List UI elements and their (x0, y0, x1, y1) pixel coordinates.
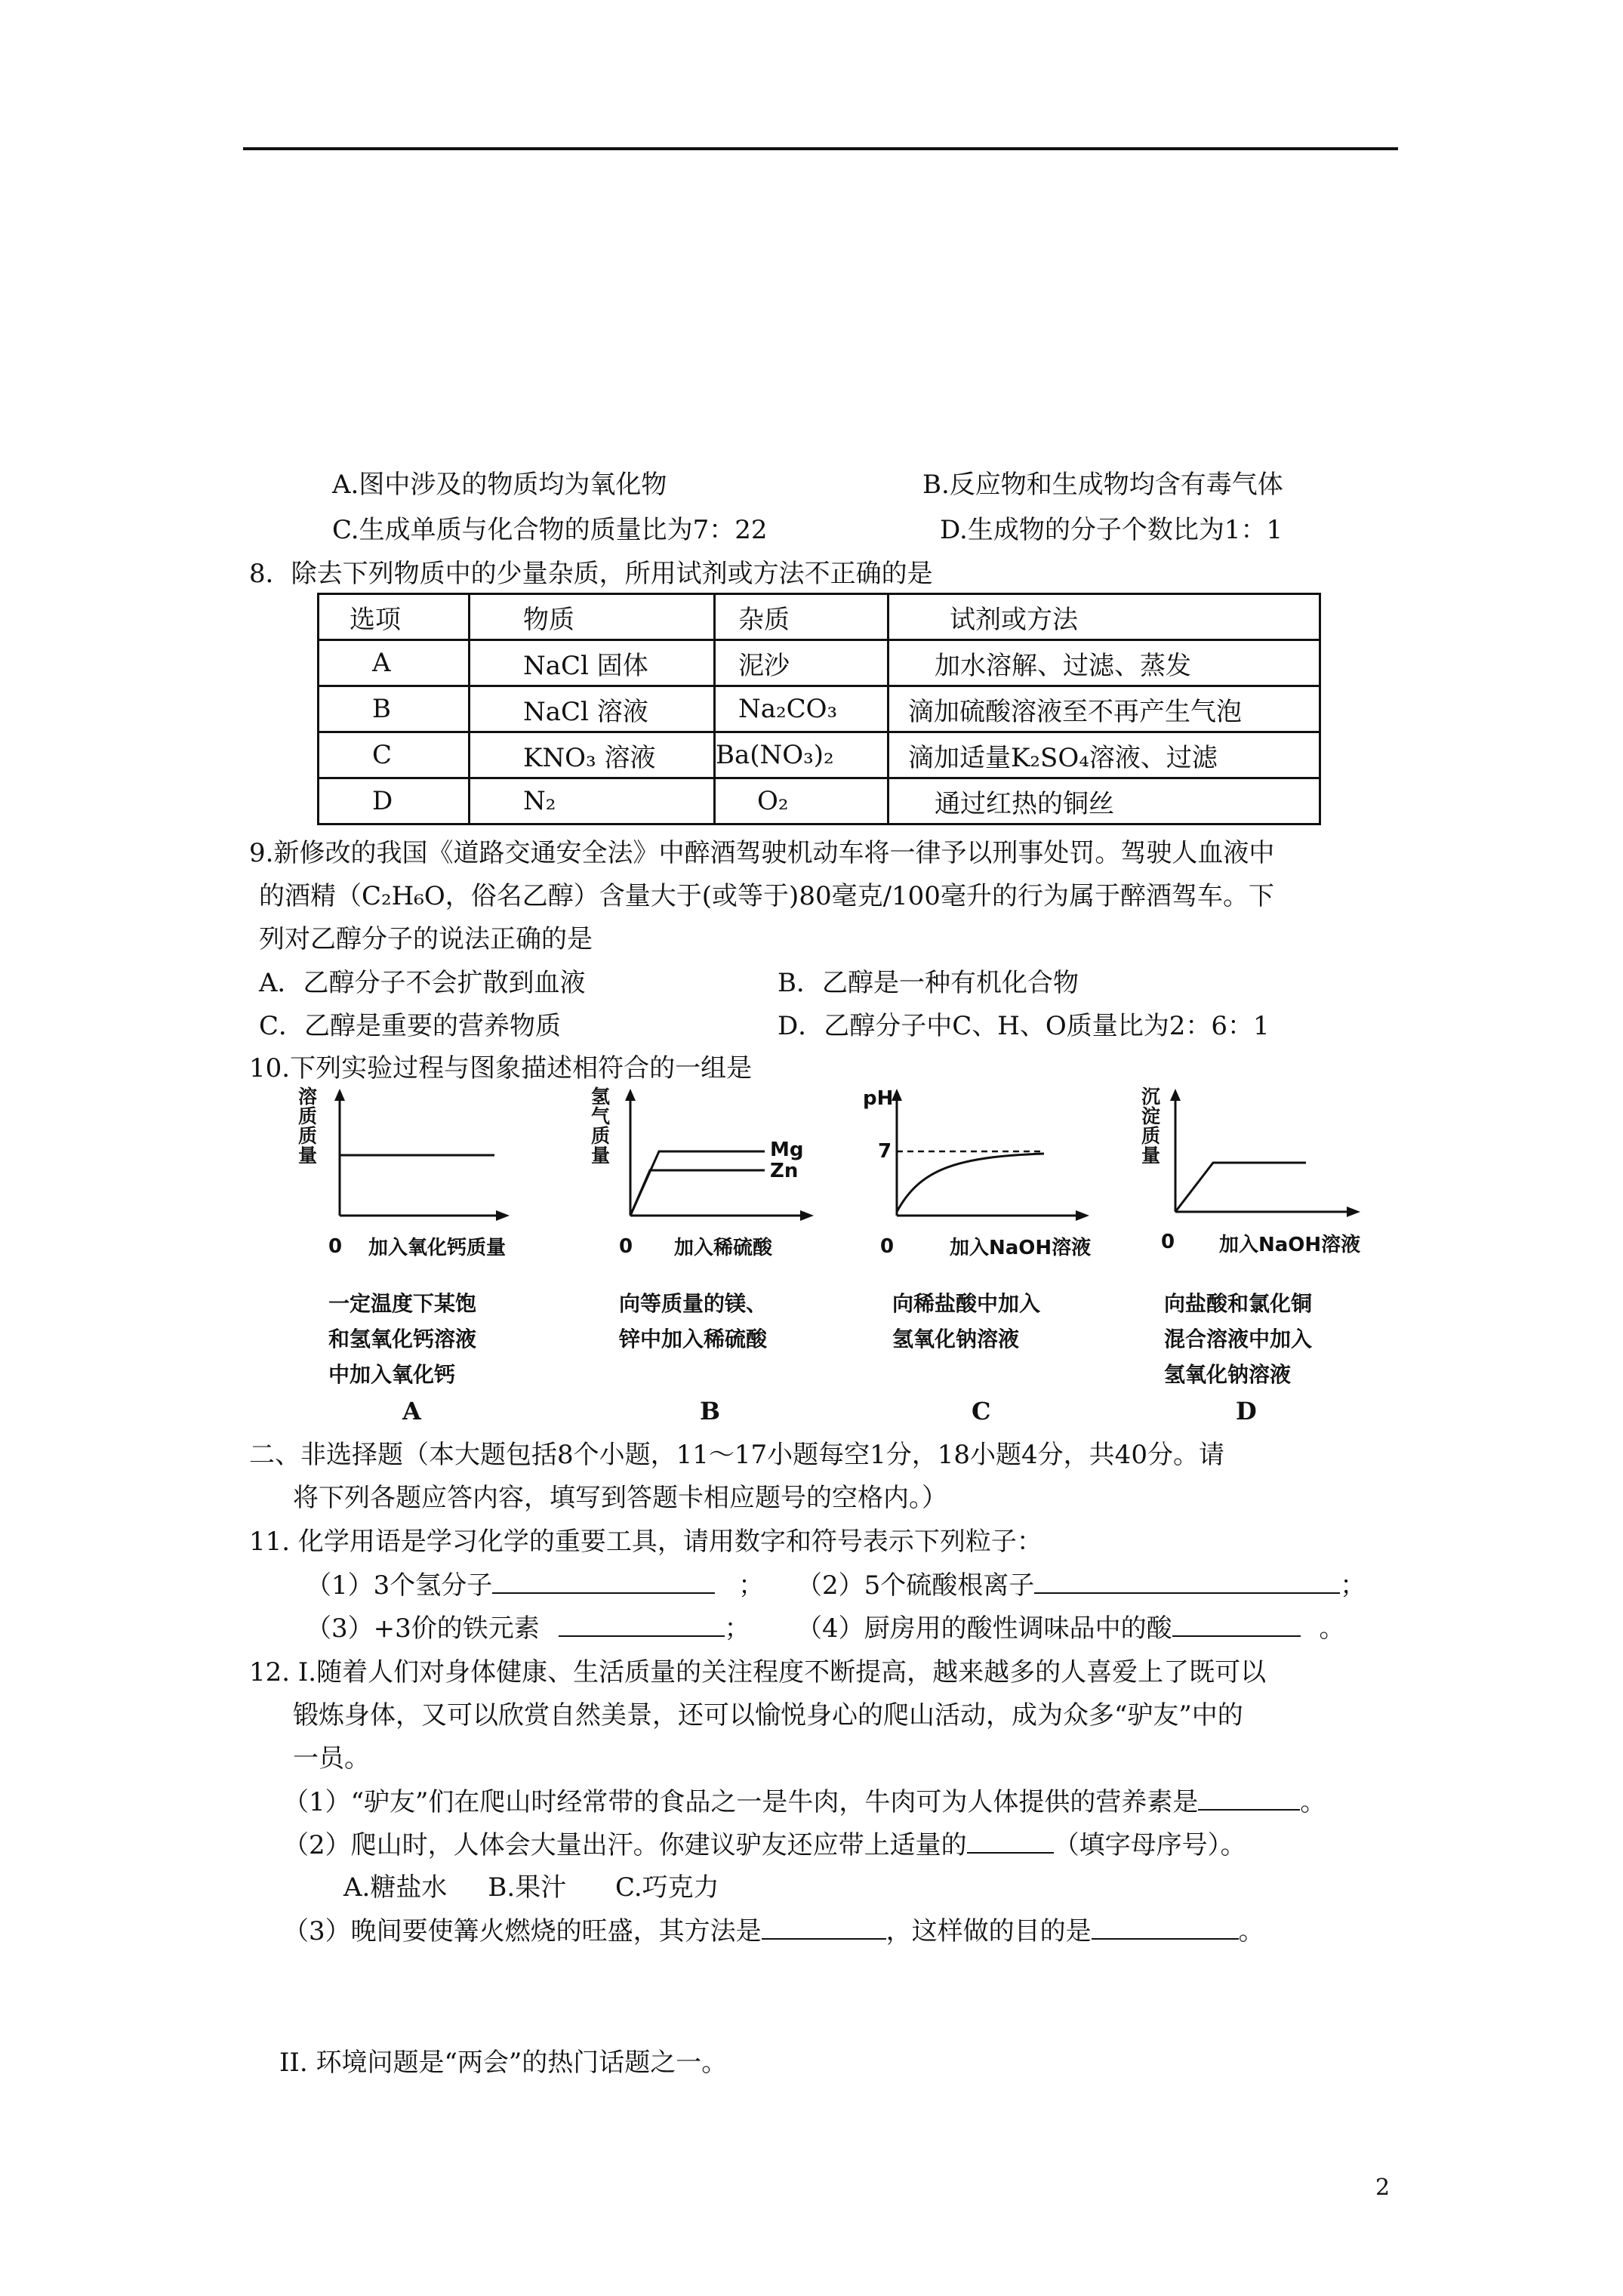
q11-part-2-end: ； (1340, 1570, 1366, 1601)
q11-stem: 11. 化学用语是学习化学的重要工具，请用数字和符号表示下列粒子： (249, 1527, 1042, 1557)
chart-b-series-mg: Mg (770, 1139, 804, 1161)
x-arrow (1076, 1210, 1089, 1221)
table-cell: NaCl 溶液 (470, 686, 715, 732)
section2-line-2: 将下列各题应答内容，填写到答题卡相应题号的空格内。） (293, 1483, 947, 1513)
table-cell: A (319, 640, 470, 686)
table-row (319, 778, 1320, 824)
chart-b-caption-2: 锌中加入稀硫酸 (619, 1327, 768, 1351)
ylabel-char: 质 (298, 1125, 318, 1147)
table-header: 杂质 (715, 594, 888, 640)
ylabel-char: 淀 (1141, 1105, 1161, 1127)
q12-line-1: 12. I.随着人们对身体健康、生活质量的关注程度不断提高，越来越多的人喜爱上了既可以 (249, 1657, 1267, 1687)
q7-option-d: D.生成物的分子个数比为1：1 (940, 515, 1283, 545)
table-header: 试剂或方法 (888, 594, 1320, 640)
chart-b-letter: B (700, 1397, 721, 1425)
q7-option-b: B.反应物和生成物均含有毒气体 (922, 470, 1283, 500)
answer-blank[interactable] (1198, 1786, 1300, 1811)
chart-b-xlabel: 加入稀硫酸 (674, 1237, 773, 1259)
chart-b-series-zn: Zn (770, 1160, 799, 1182)
q11-part-3-end: ； (724, 1613, 750, 1644)
series-line (1175, 1163, 1306, 1212)
chart-c-xlabel: 加入NaOH溶液 (950, 1237, 1092, 1259)
q12-sub-2 (283, 1829, 1246, 1862)
q12-sub-3-end: 。 (1238, 1916, 1264, 1946)
q9-option-a: A．乙醇分子不会扩散到血液 (259, 968, 586, 998)
q12-sub-3-text: （3）晚间要使篝火燃烧的旺盛，其方法是 (283, 1916, 762, 1946)
ylabel-char: 量 (591, 1145, 611, 1166)
table-header-row (319, 594, 1320, 640)
q9-option-d: D．乙醇分子中C、H、O质量比为2：6：1 (778, 1011, 1270, 1041)
ylabel-char: 沉 (1141, 1086, 1161, 1108)
q9-line-3: 列对乙醇分子的说法正确的是 (259, 924, 593, 954)
chart-a-origin: 0 (328, 1235, 343, 1258)
q11-part-2-label: （2）5个硫酸根离子 (796, 1570, 1035, 1601)
q12-sub-1 (283, 1786, 1326, 1819)
q8-stem: 8．除去下列物质中的少量杂质，所用试剂或方法不正确的是 (249, 559, 933, 589)
table-row (319, 686, 1320, 732)
q12-sub-3 (283, 1915, 1264, 1948)
ylabel-char: 溶 (298, 1086, 318, 1108)
table-cell: KNO₃ 溶液 (470, 732, 715, 778)
chart-c-tick-7: 7 (878, 1140, 892, 1163)
answer-blank[interactable] (1034, 1570, 1340, 1594)
section2-line-1: 二、非选择题（本大题包括8个小题，11～17小题每空1分，18小题4分，共40分。请 (249, 1440, 1224, 1470)
q9-line-2: 的酒精（C₂H₆O，俗名乙醇）含量大于(或等于)80毫克/100毫升的行为属于醉酒驾车。下 (259, 881, 1274, 911)
q12-choices: A.糖盐水 B.果汁 C.巧克力 (343, 1872, 719, 1903)
chart-d-xlabel: 加入NaOH溶液 (1219, 1234, 1361, 1256)
chart-b-origin: 0 (619, 1235, 633, 1258)
series-mg-line (630, 1151, 765, 1216)
chart-c-letter: C (972, 1397, 991, 1425)
ylabel-char: 氢 (591, 1086, 611, 1108)
answer-blank[interactable] (559, 1613, 725, 1637)
q9-option-b: B．乙醇是一种有机化合物 (778, 968, 1079, 998)
x-arrow (1347, 1207, 1360, 1217)
chart-c-caption-2: 氢氧化钠溶液 (892, 1327, 1020, 1351)
table-row (319, 732, 1320, 778)
answer-blank[interactable] (492, 1570, 715, 1594)
table-cell: D (319, 778, 470, 824)
chart-b (591, 1087, 840, 1268)
q11-part-4 (796, 1612, 1344, 1645)
q11-part-1-end: ； (738, 1570, 765, 1601)
chart-d-origin: 0 (1161, 1231, 1175, 1253)
table-cell: 泥沙 (715, 640, 888, 686)
table-cell: O₂ (715, 778, 888, 824)
q7-option-a: A.图中涉及的物质均为氧化物 (332, 470, 667, 500)
q11-part-2 (796, 1569, 1366, 1602)
q11-part-1-label: （1）3个氢分子 (306, 1570, 493, 1601)
table-cell: 滴加适量K₂SO₄溶液、过滤 (888, 732, 1320, 778)
chart-c (863, 1087, 1119, 1268)
y-arrow (625, 1089, 636, 1101)
answer-blank[interactable] (967, 1829, 1054, 1854)
ylabel-char: 气 (591, 1105, 611, 1127)
q9-option-c: C．乙醇是重要的营养物质 (259, 1011, 562, 1041)
table-cell: 通过红热的铜丝 (888, 778, 1320, 824)
q8-table (317, 593, 1321, 825)
y-arrow (892, 1089, 902, 1101)
table-cell: Ba(NO₃)₂ (715, 732, 888, 778)
header-rule (243, 147, 1398, 150)
page-number: 2 (1375, 2174, 1390, 2201)
chart-b-caption-1: 向等质量的镁、 (619, 1291, 768, 1316)
q11-part-3-label: （3）+3价的铁元素 (306, 1613, 540, 1644)
table-cell: NaCl 固体 (470, 640, 715, 686)
q7-option-c: C.生成单质与化合物的质量比为7：22 (332, 515, 768, 545)
ylabel-char: 量 (1141, 1145, 1161, 1166)
table-cell: C (319, 732, 470, 778)
q11-part-1 (306, 1569, 764, 1602)
chart-a-xlabel: 加入氧化钙质量 (368, 1237, 507, 1259)
table-cell: B (319, 686, 470, 732)
chart-d (1141, 1087, 1390, 1268)
q12-sub-1-end: 。 (1300, 1787, 1326, 1817)
chart-a-caption-2: 和氢氧化钙溶液 (328, 1327, 477, 1351)
ylabel-char: 质 (298, 1105, 318, 1127)
chart-a (298, 1087, 525, 1268)
q10-stem: 10.下列实验过程与图象描述相符合的一组是 (249, 1053, 753, 1083)
ylabel-char: 质 (1141, 1125, 1161, 1147)
q11-part-4-label: （4）厨房用的酸性调味品中的酸 (796, 1613, 1172, 1644)
table-cell: 滴加硫酸溶液至不再产生气泡 (888, 686, 1320, 732)
chart-c-origin: 0 (880, 1235, 895, 1258)
answer-blank[interactable] (762, 1915, 886, 1940)
q11-part-3 (306, 1612, 750, 1645)
chart-c-caption-1: 向稀盐酸中加入 (892, 1291, 1041, 1316)
q9-line-1: 9.新修改的我国《道路交通安全法》中醉酒驾驶机动车将一律予以刑事处罚。驾驶人血液中 (249, 838, 1275, 868)
ylabel-char: 质 (591, 1125, 611, 1147)
table-header: 选项 (319, 594, 470, 640)
series-zn-line (630, 1170, 765, 1216)
chart-a-letter: A (402, 1397, 421, 1425)
chart-d-caption-3: 氢氧化钠溶液 (1164, 1362, 1292, 1387)
table-cell: 加水溶解、过滤、蒸发 (888, 640, 1320, 686)
q11-part-4-end: 。 (1319, 1613, 1345, 1644)
y-arrow (1170, 1089, 1181, 1101)
answer-blank[interactable] (1172, 1613, 1301, 1637)
x-arrow (800, 1210, 814, 1221)
table-row (319, 640, 1320, 686)
x-arrow (496, 1210, 510, 1221)
series-curve (897, 1154, 1044, 1212)
q12-line-2: 锻炼身体，又可以欣赏自然美景，还可以愉悦身心的爬山活动，成为众多“驴友”中的 (293, 1700, 1243, 1730)
table-cell: N₂ (470, 778, 715, 824)
chart-d-letter: D (1236, 1397, 1257, 1425)
q12-sub-2-end: （填字母序号）。 (1053, 1830, 1246, 1860)
table-header: 物质 (470, 594, 715, 640)
chart-d-caption-1: 向盐酸和氯化铜 (1164, 1291, 1313, 1316)
ylabel-char: 量 (298, 1145, 318, 1166)
answer-blank[interactable] (1092, 1915, 1239, 1940)
chart-a-caption-1: 一定温度下某饱 (328, 1291, 477, 1316)
q12-line-3: 一员。 (293, 1743, 370, 1774)
chart-d-caption-2: 混合溶液中加入 (1164, 1327, 1313, 1351)
q12-sub-3-mid: ，这样做的目的是 (885, 1916, 1092, 1946)
q12-sub-1-text: （1）“驴友”们在爬山时经常带的食品之一是牛肉，牛肉可为人体提供的营养素是 (283, 1787, 1199, 1817)
q12-sub-2-text: （2）爬山时，人体会大量出汗。你建议驴友还应带上适量的 (283, 1830, 967, 1860)
q12-part-2: II. 环境问题是“两会”的热门话题之一。 (279, 2048, 728, 2078)
chart-c-ylabel: pH (863, 1087, 894, 1110)
chart-a-caption-3: 中加入氧化钙 (328, 1362, 456, 1387)
y-arrow (334, 1089, 345, 1101)
table-cell: Na₂CO₃ (715, 686, 888, 732)
